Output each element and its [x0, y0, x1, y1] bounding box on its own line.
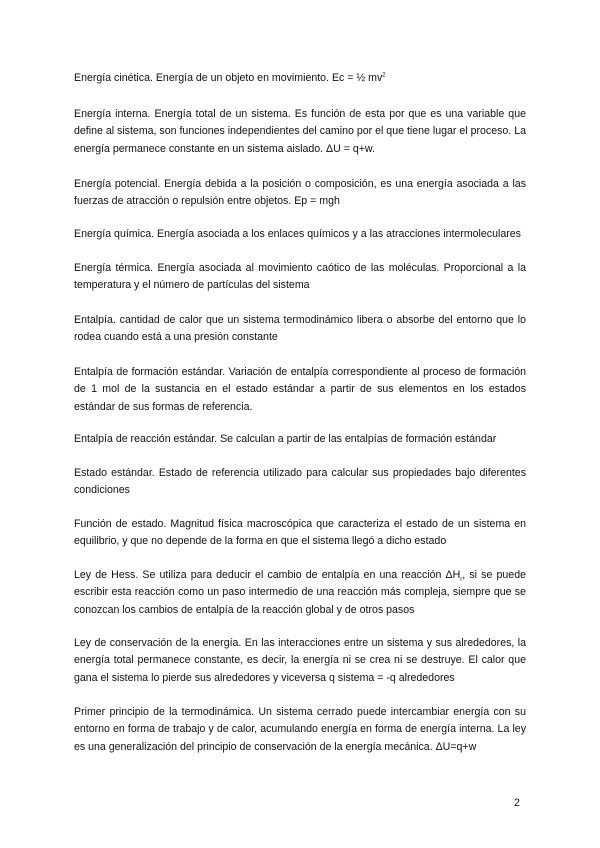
- entry-definition: Energía asociada al movimiento caótico de las moléculas. Proporcional a la temperatura y el número de partículas del sistema: [74, 262, 526, 292]
- entry-definition: Se utiliza para deducir el cambio de entalpía en una reacción ΔH: [138, 569, 461, 581]
- entry-definition-tail: , si se puede escribir esta reacción como un paso intermedio de una reacción más compleja, siempre que se conozcan los cambios de entalpía de la reacción global y de otros pasos: [74, 569, 526, 616]
- entry-term: Energía interna.: [74, 108, 151, 120]
- entry-term: Energía cinética.: [74, 72, 153, 84]
- glossary-entry-entalpia-reaccion: [74, 431, 496, 448]
- glossary-entry-energia-potencial: [74, 176, 526, 211]
- page-number: 2: [514, 797, 520, 809]
- glossary-entry-energia-quimica: [74, 226, 521, 243]
- superscript: 2: [382, 72, 386, 79]
- entry-term: Energía potencial.: [74, 178, 161, 190]
- entry-term: Energía térmica.: [74, 262, 154, 274]
- glossary-entry-ley-hess: [74, 567, 526, 619]
- entry-term: Entalpía.: [74, 314, 116, 326]
- subscript: r: [460, 577, 463, 584]
- entry-term: Ley de Hess.: [74, 569, 139, 581]
- entry-definition: Un sistema cerrado puede intercambiar energía con su entorno en forma de trabajo y de calor, acumulando energía en forma de energía interna. La ley es una generalización del principio de conservación de la energía mecánica. ΔU=q+w: [74, 706, 526, 753]
- entry-definition: En las interacciones entre un sistema y sus alrededores, la energía total permanece constante, es decir, la energía ni se crea ni se destruye. El calor que gana el sistema lo pierde sus alrededores y viceversa q sistema = -q alrededores: [74, 637, 527, 684]
- entry-definition: Energía total de un sistema. Es función de esta por que es una variable que define al sistema, son funciones independientes del camino por el que tiene lugar el proceso. La energía permanece constante en un sistema aislado. ΔU = q+w.: [74, 108, 526, 155]
- entry-term: Entalpía de reacción estándar.: [74, 433, 218, 445]
- entry-term: Ley de conservación de la energía.: [74, 637, 242, 649]
- glossary-entry-energia-cinetica: [74, 70, 386, 87]
- glossary-entry-estado-estandar: [74, 465, 526, 500]
- entry-definition: Estado de referencia utilizado para calcular sus propiedades bajo diferentes condiciones: [74, 467, 526, 497]
- glossary-entry-funcion-estado: [74, 516, 526, 551]
- entry-definition: Magnitud física macroscópica que caracteriza el estado de un sistema en equilibrio, y que no depende de la forma en que el sistema llegó a dicho estado: [74, 518, 527, 548]
- entry-term: Estado estándar.: [74, 467, 155, 479]
- entry-definition: Energía debida a la posición o composición, es una energía asociada a las fuerzas de atracción o repulsión entre objetos. Ep = mgh: [74, 178, 526, 208]
- entry-term: Función de estado.: [74, 518, 167, 530]
- entry-definition: Se calculan a partir de las entalpías de formación estándar: [217, 433, 497, 445]
- entry-definition: cantidad de calor que un sistema termodinámico libera o absorbe del entorno que lo rodea cuando está a una presión constante: [74, 314, 526, 344]
- glossary-entry-entalpia: [74, 312, 526, 347]
- glossary-entry-entalpia-formacion: [74, 364, 526, 416]
- entry-definition: Energía de un objeto en movimiento. Ec = ½ mv: [152, 72, 383, 84]
- entry-term: Primer principio de la termodinámica.: [74, 706, 255, 718]
- glossary-entry-primer-principio: [74, 704, 526, 756]
- glossary-entry-energia-interna: [74, 106, 526, 158]
- entry-definition: Energía asociada a los enlaces químicos y a las atracciones intermoleculares: [154, 228, 521, 240]
- entry-term: Entalpía de formación estándar.: [74, 366, 226, 378]
- glossary-entry-conservacion-energia: [74, 635, 526, 687]
- glossary-entry-energia-termica: [74, 260, 526, 295]
- entry-term: Energía química.: [74, 228, 155, 240]
- entry-definition: Variación de entalpía correspondiente al proceso de formación de 1 mol de la sustancia en el estado estándar a partir de sus elementos en los estados estándar de sus formas de referencia.: [74, 366, 526, 413]
